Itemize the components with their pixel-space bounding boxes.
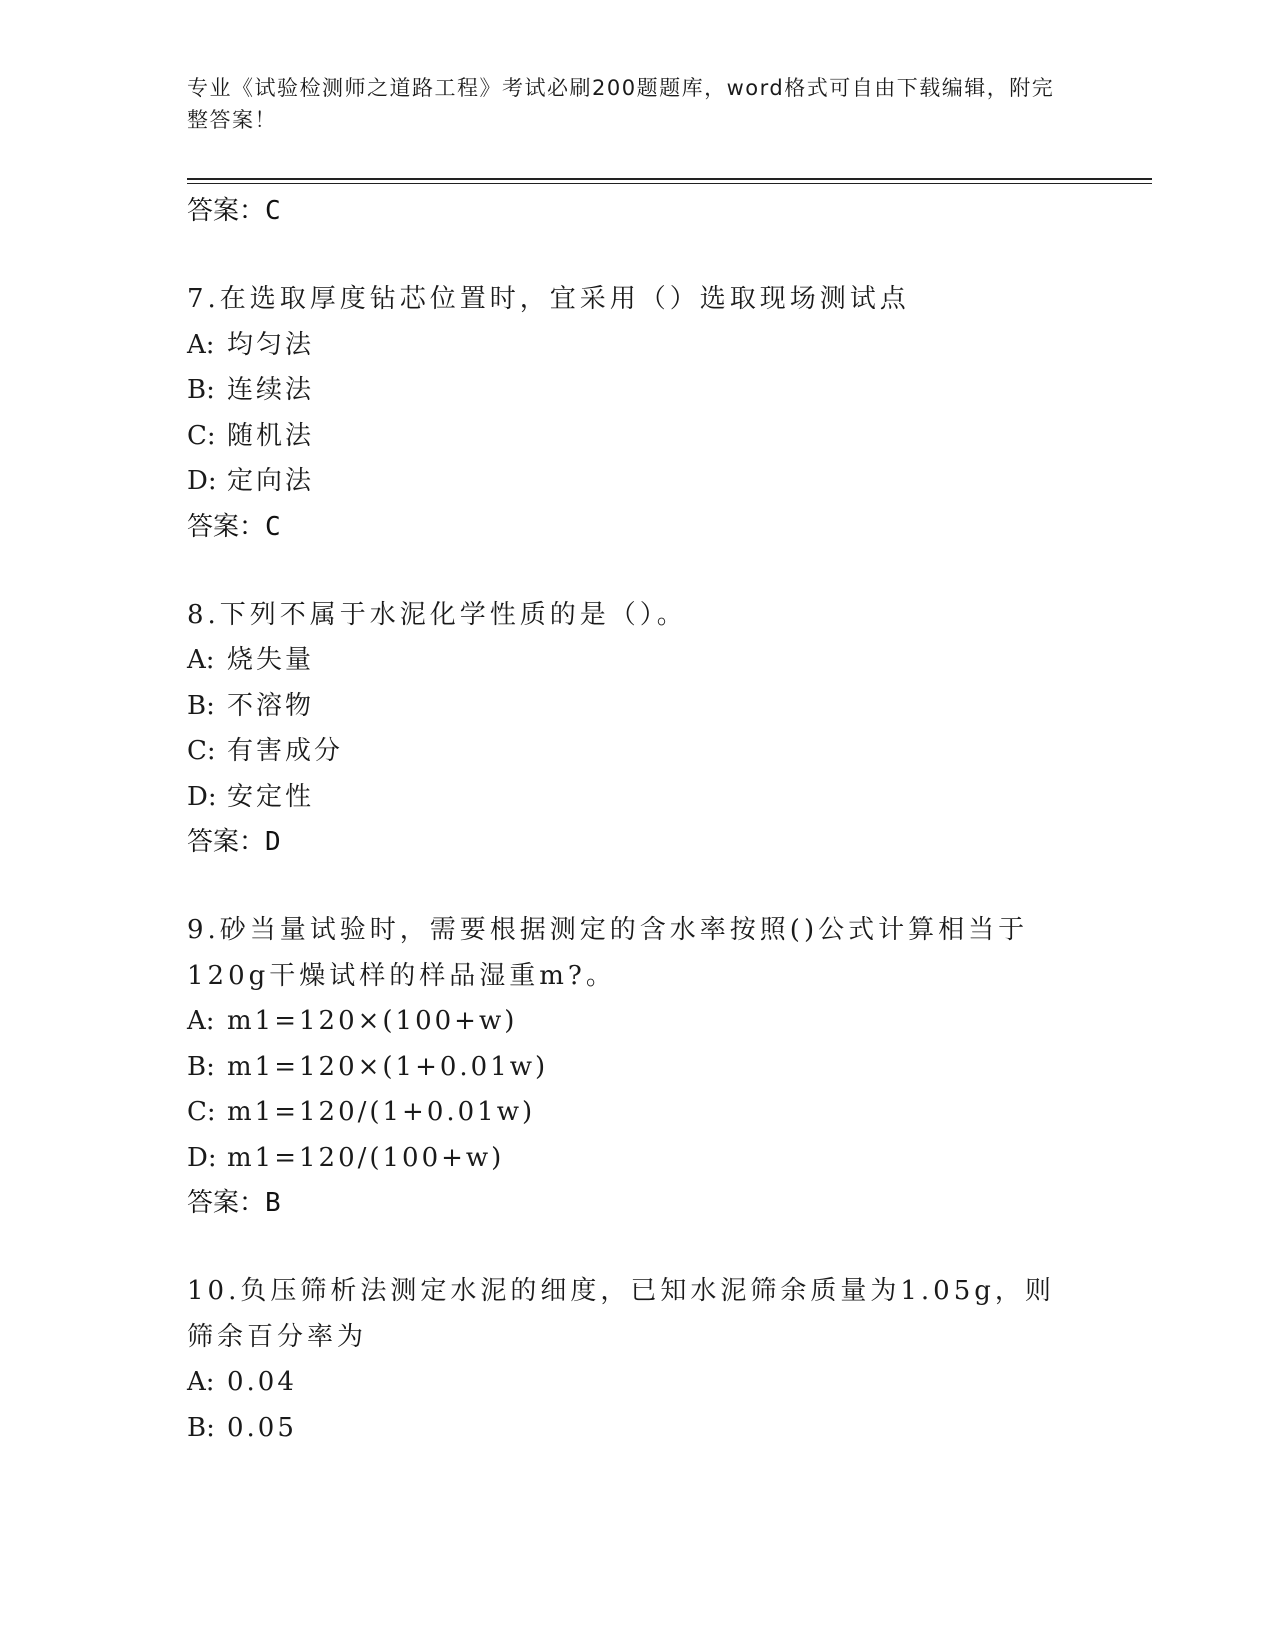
option-letter: D:	[187, 1142, 217, 1173]
option-b	[187, 1045, 1067, 1091]
option-d	[187, 1136, 1067, 1182]
option-letter: A:	[187, 645, 215, 675]
option-b	[187, 1406, 1067, 1452]
option-text: 连续法	[227, 375, 315, 405]
option-c	[187, 1090, 1067, 1136]
option-a	[187, 1360, 1067, 1406]
option-letter: C:	[187, 736, 216, 766]
option-b	[187, 368, 1067, 414]
answer-line	[187, 1183, 1067, 1223]
answer-value: B	[265, 1188, 281, 1218]
option-text: 不溶物	[227, 690, 315, 721]
option-letter: D:	[187, 466, 217, 496]
option-text: 烧失量	[227, 645, 315, 675]
answer-line	[187, 507, 1067, 547]
option-d	[187, 775, 1067, 821]
option-letter: D:	[187, 781, 217, 812]
option-text: m1=120/(100+w)	[227, 1142, 505, 1173]
option-b	[187, 684, 1067, 730]
question-text: 9.砂当量试验时，需要根据测定的含水率按照()公式计算相当于120g干燥试样的样品湿重m?。	[187, 915, 1029, 991]
option-letter: C:	[187, 420, 216, 451]
option-text: 安定性	[227, 781, 315, 812]
option-text: 有害成分	[227, 736, 344, 766]
option-text: m1=120×(1+0.01w)	[227, 1051, 549, 1082]
question-item	[187, 1269, 1067, 1451]
option-text: 随机法	[227, 420, 315, 451]
header-rule-thick	[187, 178, 1152, 180]
option-letter: A:	[187, 1367, 215, 1397]
question-item	[187, 277, 1067, 547]
answer-line	[187, 822, 1067, 862]
option-text: 0.05	[227, 1412, 297, 1443]
option-text: m1=120/(1+0.01w)	[227, 1097, 536, 1127]
question-item	[187, 593, 1067, 863]
option-letter: B:	[187, 375, 215, 405]
option-text: 均匀法	[227, 329, 315, 360]
question-item	[187, 908, 1067, 1223]
answer-value: C	[265, 511, 281, 542]
option-a	[187, 999, 1067, 1045]
answer-label: 答案：	[187, 1188, 266, 1218]
option-letter: A:	[187, 329, 215, 360]
answer-label: 答案：	[187, 196, 266, 226]
option-c	[187, 414, 1067, 460]
option-a	[187, 638, 1067, 684]
option-text: 定向法	[227, 466, 315, 496]
answer-label: 答案：	[187, 827, 266, 857]
answer-line	[187, 191, 1067, 231]
option-letter: B:	[187, 690, 215, 721]
question-text: 8.下列不属于水泥化学性质的是（）。	[187, 599, 687, 630]
question-text: 7.在选取厚度钻芯位置时，宜采用（）选取现场测试点	[187, 284, 910, 314]
option-d	[187, 459, 1067, 505]
answer-value: D	[265, 827, 281, 857]
answer-label: 答案：	[187, 511, 266, 542]
option-letter: A:	[187, 1006, 215, 1036]
option-letter: B:	[187, 1412, 215, 1443]
option-text: 0.04	[227, 1367, 297, 1397]
option-letter: B:	[187, 1051, 215, 1082]
document-header: 专业《试验检测师之道路工程》考试必刷200题题库，word格式可自由下载编辑，附完整答案！	[187, 76, 1055, 132]
option-a	[187, 323, 1067, 369]
document-content	[187, 189, 1067, 1451]
option-letter: C:	[187, 1097, 216, 1127]
answer-value: C	[265, 196, 281, 226]
option-text: m1=120×(100+w)	[227, 1006, 518, 1036]
question-text: 10.负压筛析法测定水泥的细度，已知水泥筛余质量为1.05g，则筛余百分率为	[187, 1276, 1055, 1352]
header-rule-thin	[187, 183, 1152, 184]
option-c	[187, 729, 1067, 775]
